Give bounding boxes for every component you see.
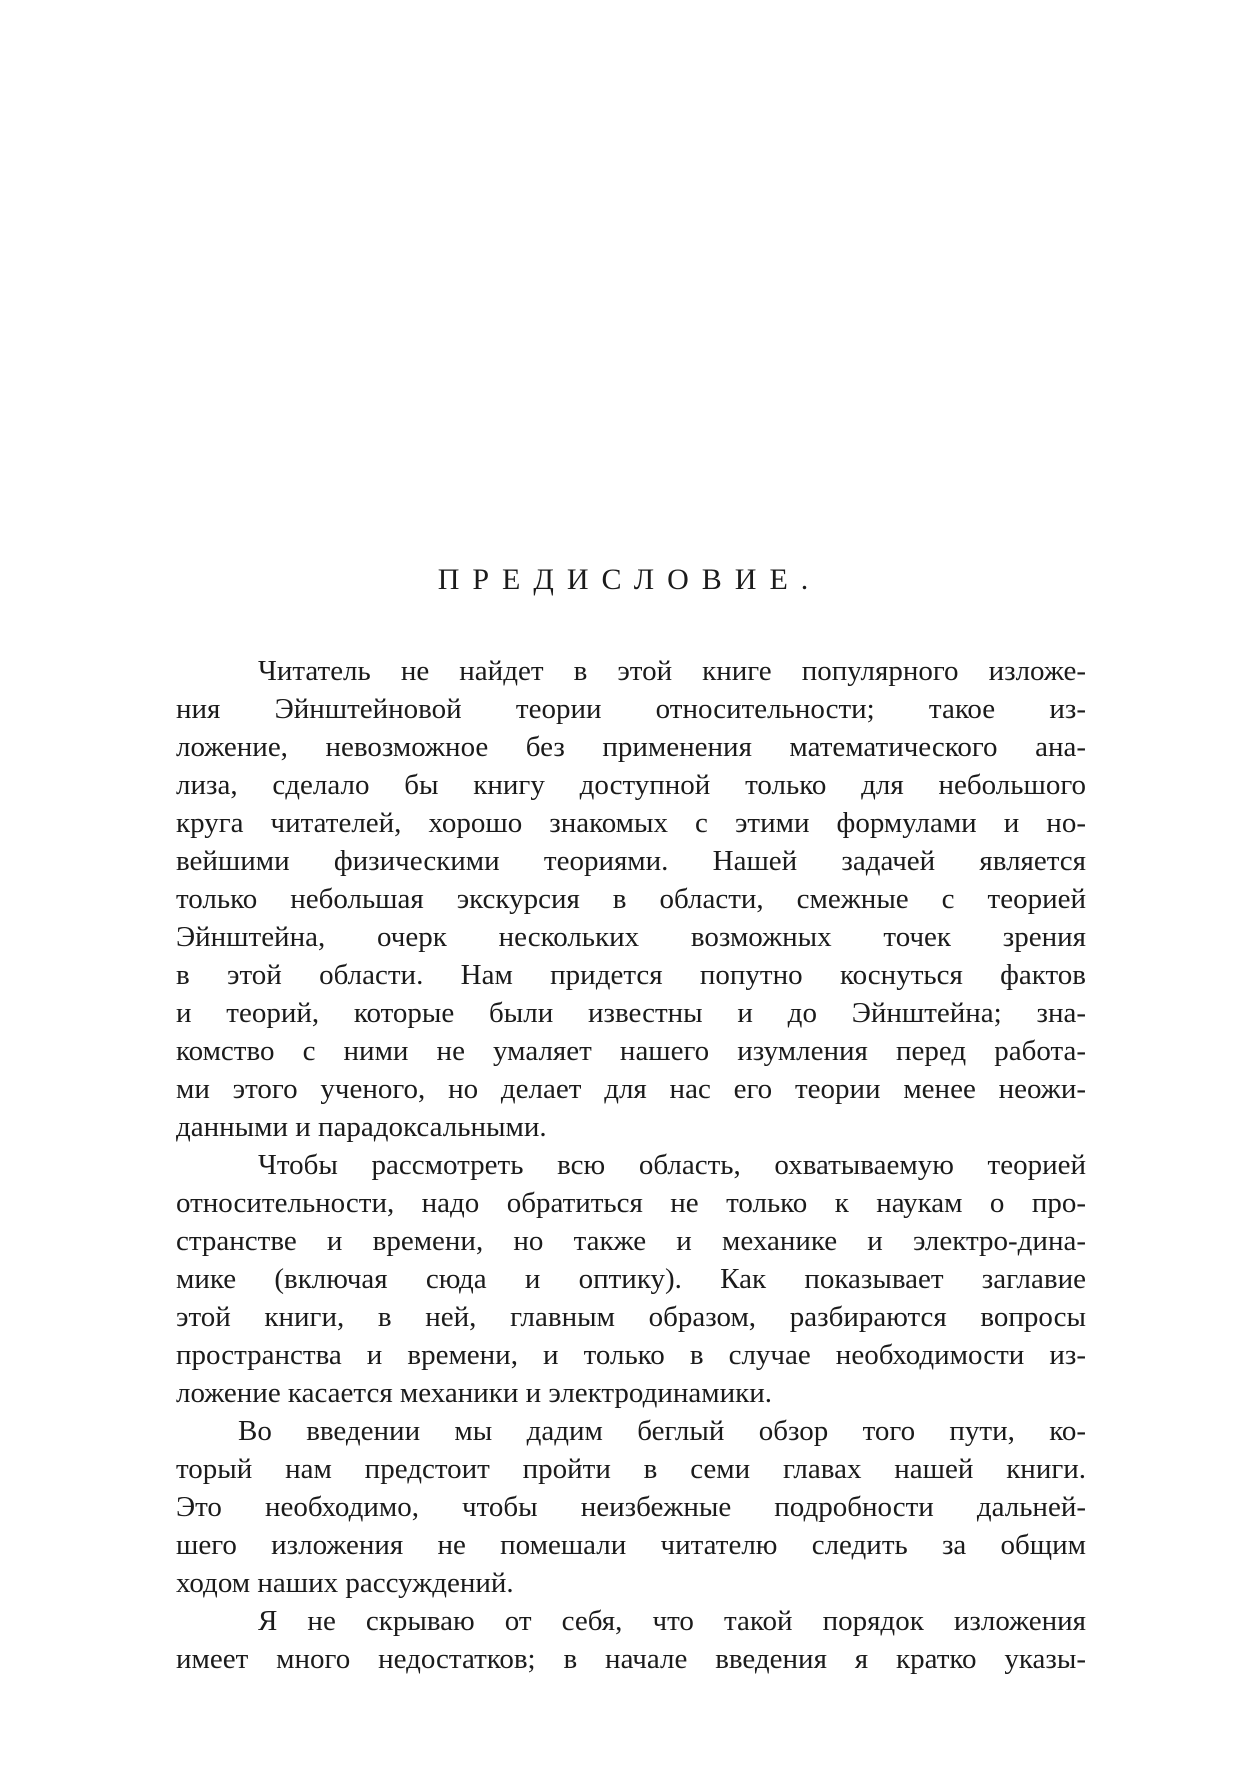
text-line: Эйнштейна, очерк нескольких возможных точек зрения xyxy=(176,921,1086,953)
text-line: торый нам предстоит пройти в семи главах нашей книги. xyxy=(176,1453,1086,1485)
text-line: имеет много недостатков; в начале введения я кратко указы- xyxy=(176,1643,1086,1675)
text-line: странстве и времени, но также и механике и электро-дина- xyxy=(176,1225,1086,1257)
text-line: ложение касается механики и электродинамики. xyxy=(176,1377,772,1409)
text-line: пространства и времени, и только в случае необходимости из- xyxy=(176,1339,1086,1371)
text-line: Во введении мы дадим беглый обзор того пути, ко- xyxy=(238,1415,1086,1447)
text-line: вейшими физическими теориями. Нашей задачей является xyxy=(176,845,1086,877)
text-line: только небольшая экскурсия в области, смежные с теорией xyxy=(176,883,1086,915)
preface-text xyxy=(176,652,1086,1678)
text-line: лиза, сделало бы книгу доступной только для небольшого xyxy=(176,769,1086,801)
text-line: Читатель не найдет в этой книге популярного изложе- xyxy=(258,655,1086,687)
text-line: комство с ними не умаляет нашего изумления перед работа- xyxy=(176,1035,1086,1067)
text-line: Это необходимо, чтобы неизбежные подробности дальней- xyxy=(176,1491,1086,1523)
text-line: шего изложения не помешали читателю следить за общим xyxy=(176,1529,1086,1561)
text-line: Чтобы рассмотреть всю область, охватываемую теорией xyxy=(258,1149,1086,1181)
page-title: ПРЕДИСЛОВИЕ. xyxy=(437,563,822,596)
text-line: мике (включая сюда и оптику). Как показывает заглавие xyxy=(176,1263,1086,1295)
text-line: ложение, невозможное без применения математического ана- xyxy=(176,731,1086,763)
text-line: относительности, надо обратиться не только к наукам о про- xyxy=(176,1187,1086,1219)
text-line: ния Эйнштейновой теории относительности; такое из- xyxy=(176,693,1086,725)
text-line: круга читателей, хорошо знакомых с этими формулами и но- xyxy=(176,807,1086,839)
text-line: этой книги, в ней, главным образом, разбираются вопросы xyxy=(176,1301,1086,1333)
text-line: данными и парадоксальными. xyxy=(176,1111,547,1143)
text-line: ходом наших рассуждений. xyxy=(176,1567,514,1599)
text-line: ми этого ученого, но делает для нас его теории менее неожи- xyxy=(176,1073,1086,1105)
text-line: Я не скрываю от себя, что такой порядок изложения xyxy=(258,1605,1086,1637)
text-line: в этой области. Нам придется попутно коснуться фактов xyxy=(176,959,1086,991)
text-line: и теорий, которые были известны и до Эйнштейна; зна- xyxy=(176,997,1086,1029)
